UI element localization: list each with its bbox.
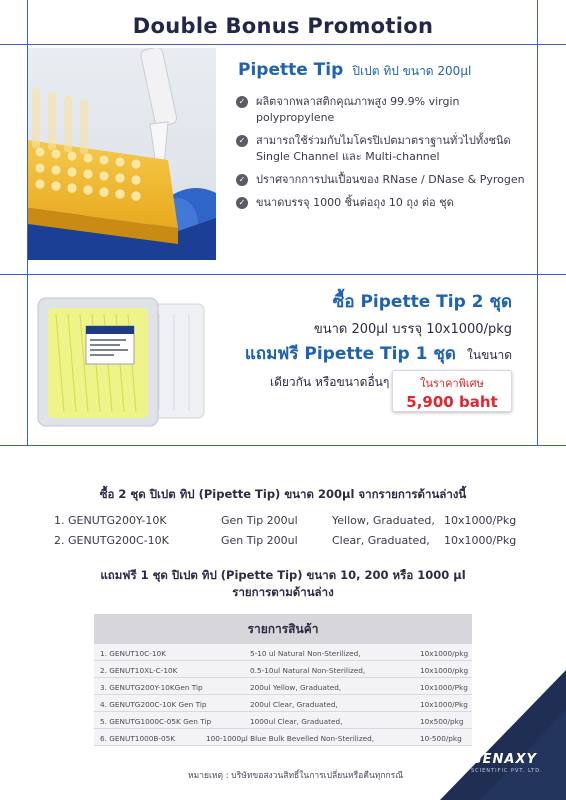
price-label: ในราคาพิเศษ (420, 377, 484, 390)
feature-item: ✓ ปราศจากการปนเปื้อนของ RNase / DNase & Pyrogen (236, 172, 526, 188)
feature-item: ✓ สามารถใช้ร่วมกับไมโครปิเปตมาตราฐานทั่วไปทั้งชนิด Single Channel และ Multi-channel (236, 133, 526, 165)
frame-right-line (537, 0, 538, 445)
product-name-thai: ปิเปต ทิป ขนาด 200µl (352, 64, 472, 78)
buy-list-item: 2. GENUTG200C-10K Gen Tip 200ul Clear, Graduated, 10x1000/Pkg (54, 534, 517, 547)
check-icon: ✓ (236, 197, 248, 209)
footnote: หมายเหตุ : บริษัทขอสงวนสิทธิ์ในการเปลี่ยนหรือคืนทุกกรณี (188, 771, 404, 781)
feature-list (236, 94, 526, 218)
feature-item: ✓ ขนาดบรรจุ 1000 ชิ้นต่อถุง 10 ถุง ต่อ ชุด (236, 195, 526, 211)
brand-name: GENAXY (471, 752, 537, 767)
free-list-title: แถมฟรี 1 ชุด ปิเปต ทิป (Pipette Tip) ขนาด 10, 200 หรือ 1000 µl รายการตามด้านล่าง (100, 568, 466, 599)
offer-size-text: ขนาด 200µl บรรจุ 10x1000/pkg (313, 322, 512, 337)
offer-free-suffix: ในขนาด (467, 348, 512, 362)
table-row: 2. GENUT10XL-C-10K 0.5-10ul Natural Non-Sterilized, 10x1000/pkg (94, 661, 472, 678)
table-header: รายการสินค้า (94, 614, 472, 644)
table-body (94, 644, 472, 746)
packaged-tips-photo (34, 294, 206, 430)
table-row: 3. GENUTG200Y-10KGen Tip 200ul Yellow, Graduated, 10x1000/Pkg (94, 678, 472, 695)
frame-mid-line-2 (0, 445, 566, 446)
free-product-table (94, 614, 472, 746)
offer-same-size-text: เดียวกัน หรือขนาดอื่นๆ (270, 375, 390, 389)
table-row: 1. GENUT10C-10K 5-10 ul Natural Non-Sterilized, 10x1000/pkg (94, 644, 472, 661)
buy-list-item: 1. GENUTG200Y-10K Gen Tip 200ul Yellow, Graduated, 10x1000/Pkg (54, 514, 517, 527)
product-heading (238, 60, 471, 81)
table-row: 4. GENUTG200C-10K Gen Tip 200ul Clear, Graduated, 10x1000/Pkg (94, 695, 472, 712)
page-title: Double Bonus Promotion (132, 14, 434, 38)
frame-top-line (0, 44, 566, 45)
special-price-badge (392, 370, 512, 412)
feature-item: ✓ ผลิตจากพลาสติกคุณภาพสูง 99.9% virgin polypropylene (236, 94, 526, 126)
check-icon: ✓ (236, 174, 248, 186)
frame-mid-line-1 (0, 274, 566, 275)
brand-tagline: SCIENTIFIC PVT. LTD. (471, 768, 543, 774)
offer-buy-text: ซื้อ Pipette Tip 2 ชุด (332, 292, 512, 312)
corner-decoration (440, 670, 566, 800)
pipette-rack-photo (28, 48, 216, 260)
offer-free-text: แถมฟรี Pipette Tip 1 ชุด (244, 344, 456, 364)
price-value: 5,900 baht (406, 393, 498, 411)
buy-list-title: ซื้อ 2 ชุด ปิเปต ทิป (Pipette Tip) ขนาด 200µl จากรายการด้านล่างนี้ (99, 487, 467, 501)
check-icon: ✓ (236, 135, 248, 147)
table-row: 5. GENUTG1000C-05K Gen Tip 1000ul Clear, Graduated, 10x500/pkg (94, 712, 472, 729)
check-icon: ✓ (236, 96, 248, 108)
table-row: 6. GENUT1000B-05K 100-1000µl Blue Bulk Bevelled Non-Sterilized, 10-500/pkg (94, 729, 472, 746)
offer-free-line (245, 340, 512, 367)
brand-logo (471, 752, 557, 774)
product-name: Pipette Tip (238, 60, 344, 80)
